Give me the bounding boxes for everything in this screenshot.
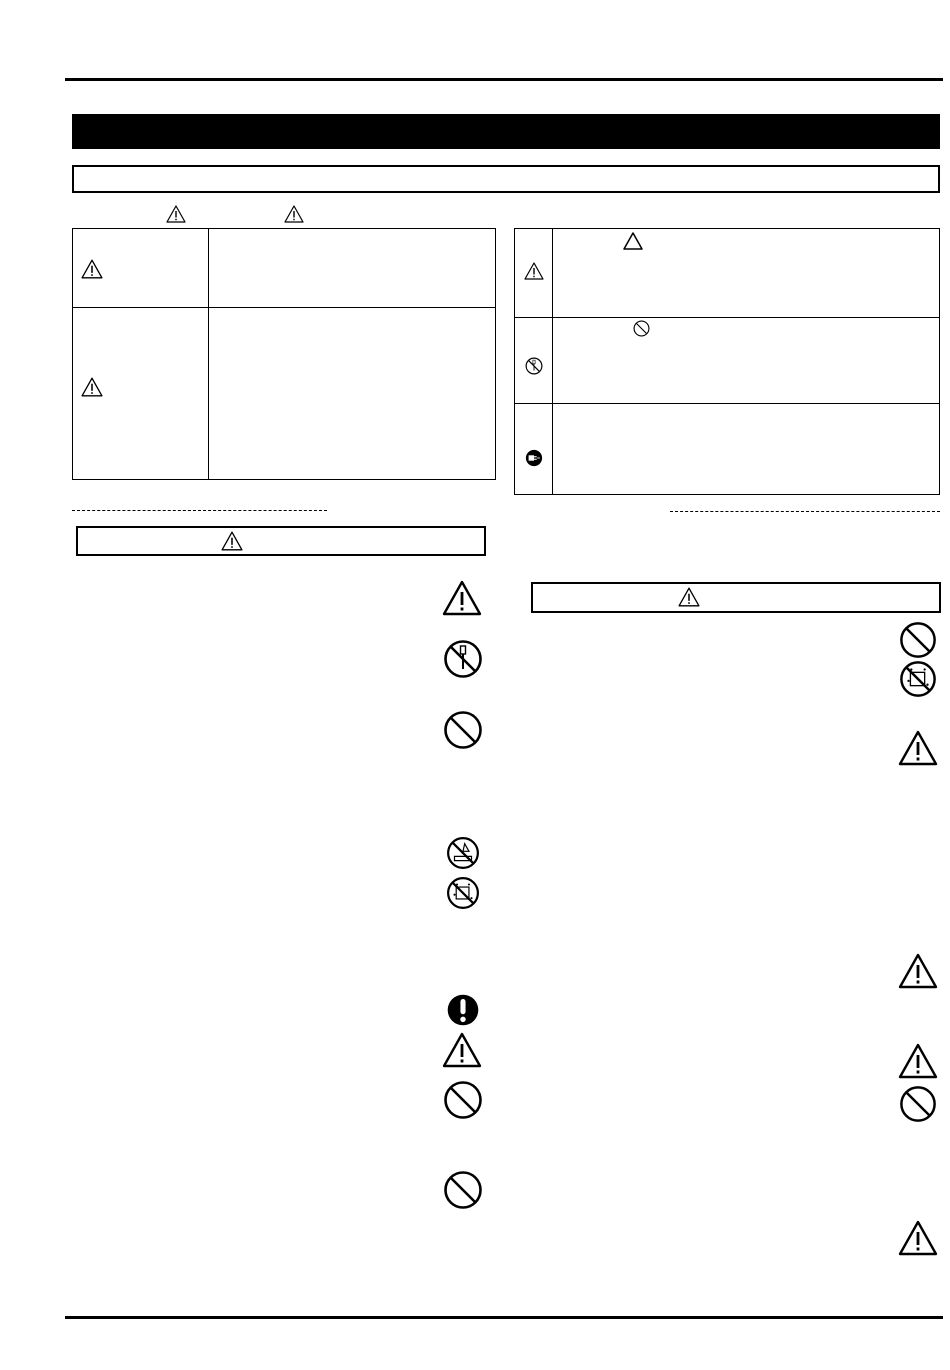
- warning-triangle-icon: [524, 262, 544, 280]
- warning-heading-box: [76, 526, 486, 556]
- prohibition-circle-icon: [443, 1080, 483, 1120]
- symbol-divider-horizontal: [515, 403, 939, 404]
- warning-triangle-icon: [442, 1032, 482, 1068]
- top-rule: [65, 78, 943, 81]
- caution-heading-box: [531, 582, 941, 613]
- warning-triangle-icon: [898, 1220, 938, 1256]
- warning-triangle-icon: [898, 953, 938, 989]
- warning-triangle-icon: [898, 1043, 938, 1079]
- warning-triangle-icon: [81, 259, 103, 279]
- no-disassemble-icon: [525, 357, 543, 375]
- no-wet-hands-icon: [446, 876, 480, 910]
- no-water-icon: [446, 836, 480, 870]
- warning-triangle-icon: [221, 531, 243, 551]
- symbol-divider-vertical: [552, 229, 553, 494]
- prohibition-circle-icon: [443, 1170, 483, 1210]
- title-bar: [72, 114, 940, 149]
- dashed-separator: [670, 511, 940, 512]
- warning-triangle-icon: [442, 580, 482, 616]
- triangle-outline-icon: [623, 232, 643, 250]
- no-disassemble-icon: [443, 639, 483, 679]
- prohibition-circle-icon: [443, 710, 483, 750]
- prohibition-circle-icon: [899, 1085, 937, 1123]
- legend-divider-vertical: [208, 229, 209, 479]
- legend-table: [72, 228, 496, 480]
- bottom-rule: [65, 1316, 943, 1319]
- warning-triangle-icon: [81, 377, 103, 397]
- warning-triangle-icon: [898, 730, 938, 766]
- subtitle-box: [72, 165, 940, 193]
- prohibition-circle-icon: [633, 320, 650, 337]
- mandatory-action-icon: [446, 993, 480, 1027]
- warning-triangle-icon: [166, 205, 186, 223]
- no-wet-hands-icon: [899, 660, 937, 698]
- legend-divider-horizontal: [73, 307, 495, 308]
- symbol-divider-horizontal: [515, 317, 939, 318]
- warning-triangle-icon: [678, 587, 700, 607]
- unplug-icon: [525, 449, 543, 467]
- symbol-table: [514, 228, 940, 495]
- prohibition-circle-icon: [899, 621, 937, 659]
- warning-triangle-icon: [284, 205, 304, 223]
- dashed-separator: [72, 510, 327, 511]
